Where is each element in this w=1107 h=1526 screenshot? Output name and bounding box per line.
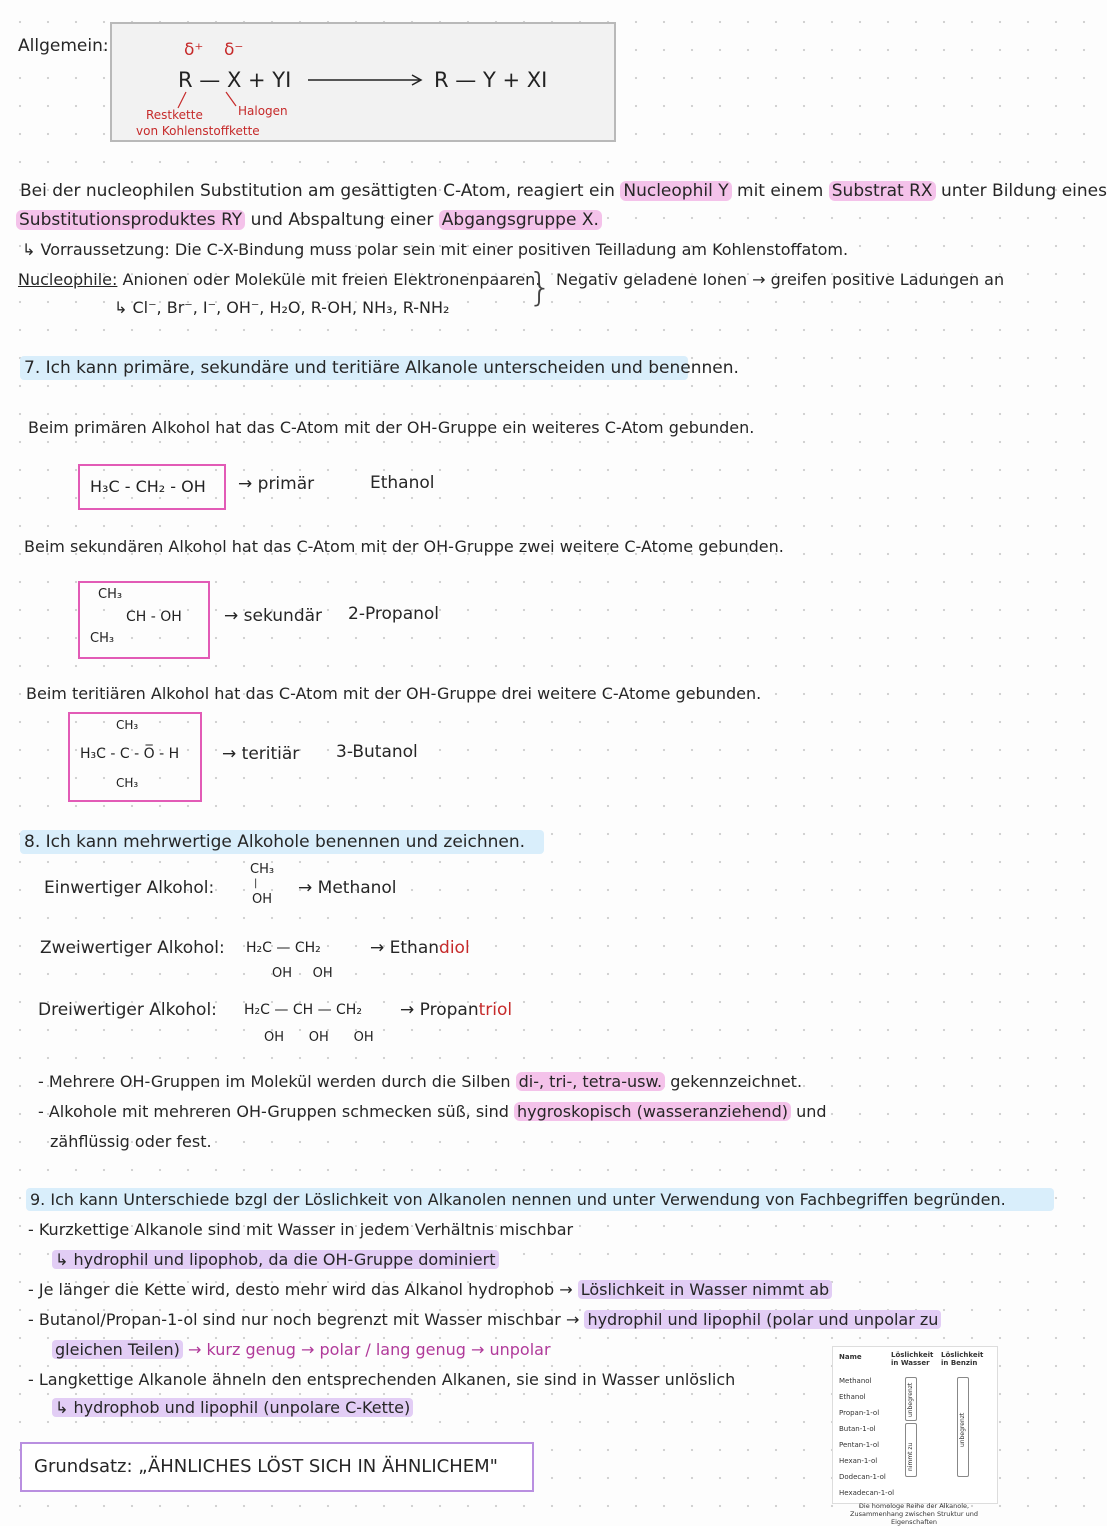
secondary-text: Beim sekundären Alkohol hat das C-Atom mit der OH-Gruppe zwei weitere C-Atome gebunden. [24,537,784,556]
nucleophile-list: ↳ Cl⁻, Br⁻, I⁻, OH⁻, H₂O, R-OH, NH₃, R-NH₂ [114,298,450,317]
delta-plus: δ⁺ [184,40,204,60]
secondary-box [78,581,210,659]
table-header-name: Name [839,1353,862,1361]
primary-name: Ethanol [370,473,435,493]
mono-name: → Methanol [298,878,397,898]
tertiary-f1: CH₃ [116,718,139,732]
table-caption: Die homologe Reihe der Alkanole, Zusammenhang zwischen Struktur und Eigenschaften [850,1502,978,1526]
table-header-water: Löslichkeit in Wasser [891,1351,934,1367]
nucleophile-line: Nucleophile: Anionen oder Moleküle mit freien Elektronenpaaren. [18,270,541,289]
reaction-box [110,22,616,142]
table-header-benzin: Löslichkeit in Benzin [941,1351,984,1367]
di-oh: OH OH [272,966,333,981]
s9-line2: ↳ hydrophil und lipophob, da die OH-Gruppe dominiert [52,1250,499,1269]
bullet-1: - Mehrere OH-Gruppen im Molekül werden durch die Silben di-, tri-, tetra-usw. gekennzeichnet. [38,1072,803,1091]
section7-heading: 7. Ich kann primäre, sekundäre und teritiäre Alkanole unterscheiden und benennen. [20,356,688,380]
primary-formula: H₃C - CH₂ - OH [90,477,206,496]
s9-line3: - Je länger die Kette wird, desto mehr wird das Alkanol hydrophob → Löslichkeit in Wasser nimmt ab [28,1280,832,1299]
secondary-f3: CH₃ [90,631,115,646]
substitution-line2: Substitutionsproduktes RY und Abspaltung einer Abgangsgruppe X. [16,210,602,230]
reaction-arrow [308,72,428,88]
table-row: Pentan-1-ol [839,1441,880,1449]
kohlenstoffkette-label: von Kohlenstoffkette [136,124,260,138]
s9-line1: - Kurzkettige Alkanole sind mit Wasser in jedem Verhältnis mischbar [28,1220,574,1239]
tertiary-f3: CH₃ [116,776,139,790]
solubility-table [832,1346,998,1504]
tertiary-f2: H₃C - C - O̅ - H [80,746,180,762]
tertiary-box [68,712,202,802]
bullet-2: - Alkohole mit mehreren OH-Gruppen schmecken süß, sind hygroskopisch (wasseranziehend) und [38,1102,827,1121]
principle-box [20,1442,534,1492]
table-row: Propan-1-ol [839,1409,880,1417]
di-formula: H₂C — CH₂ [246,940,321,956]
table-row: Butan-1-ol [839,1425,876,1433]
mono-bond: | [254,878,258,889]
tri-formula: H₂C — CH — CH₂ [244,1002,362,1018]
di-label: Zweiwertiger Alkohol: [40,938,225,958]
substitution-line3: ↳ Vorraussetzung: Die C-X-Bindung muss polar sein mit einer positiven Teilladung am Kohlenstoffatom. [22,240,849,259]
halogen-label: Halogen [238,104,288,118]
water-unbegrenzt: unbegrenzt [907,1382,914,1417]
benzin-unbegrenzt: unbegrenzt [959,1412,966,1447]
general-label: Allgemein: [18,36,109,56]
substitution-line1: Bei der nucleophilen Substitution am gesättigten C-Atom, reagiert ein Nucleophil Y mit einem Substrat RX unter Bildung eines [20,181,1107,201]
tertiary-label: → teritiär [222,744,300,764]
delta-minus: δ⁻ [224,40,244,60]
table-row: Ethanol [839,1393,866,1401]
primary-box [78,464,226,510]
mono-top: CH₃ [250,862,275,877]
secondary-label: → sekundär [224,606,323,626]
table-row: Hexan-1-ol [839,1457,878,1465]
mono-bottom: OH [252,892,273,907]
brace: } [528,265,553,309]
bullet-2-cont: zähflüssig oder fest. [50,1132,212,1151]
secondary-name: 2-Propanol [348,604,440,624]
tri-oh: OH OH OH [264,1030,374,1045]
table-row: Hexadecan-1-ol [839,1489,895,1497]
secondary-f2: CH - OH [126,609,182,625]
primary-label: → primär [238,474,315,494]
section8-heading: 8. Ich kann mehrwertige Alkohole benennen und zeichnen. [20,830,544,854]
principle-text: Grundsatz: „ÄHNLICHES LÖST SICH IN ÄHNLICHEM" [34,1456,498,1477]
tri-label: Dreiwertiger Alkohol: [38,1000,217,1020]
restkette-label: Restkette [146,108,203,122]
nucleophile-note: Negativ geladene Ionen → greifen positive Ladungen an [556,270,1005,289]
secondary-f1: CH₃ [98,587,123,602]
mono-label: Einwertiger Alkohol: [44,878,215,898]
water-nimmt-zu: nimmt zu [907,1442,914,1471]
section9-heading: 9. Ich kann Unterschiede bzgl der Löslichkeit von Alkanolen nennen und unter Verwendung von Fachbegriffen begründen. [26,1188,1054,1211]
tri-name: → Propantriol [400,1000,513,1020]
primary-text: Beim primären Alkohol hat das C-Atom mit der OH-Gruppe ein weiteres C-Atom gebunden. [28,418,755,437]
s9-line4: - Butanol/Propan-1-ol sind nur noch begrenzt mit Wasser mischbar → hydrophil und lipophil (polar und unpolar zu [28,1310,941,1329]
reactants: R — X + YI [178,68,292,92]
tertiary-text: Beim teritiären Alkohol hat das C-Atom mit der OH-Gruppe drei weitere C-Atome gebunden. [26,684,762,703]
di-name: → Ethandiol [370,938,470,958]
s9-line7: ↳ hydrophob und lipophil (unpolare C-Kette) [52,1398,413,1417]
table-row: Methanol [839,1377,872,1385]
products: R — Y + XI [434,68,548,92]
s9-line6: - Langkettige Alkanole ähneln den entsprechenden Alkanen, sie sind in Wasser unlöslich [28,1370,736,1389]
s9-line5: gleichen Teilen) → kurz genug → polar / lang genug → unpolar [52,1340,551,1359]
table-row: Dodecan-1-ol [839,1473,886,1481]
tertiary-name: 3-Butanol [336,742,418,762]
